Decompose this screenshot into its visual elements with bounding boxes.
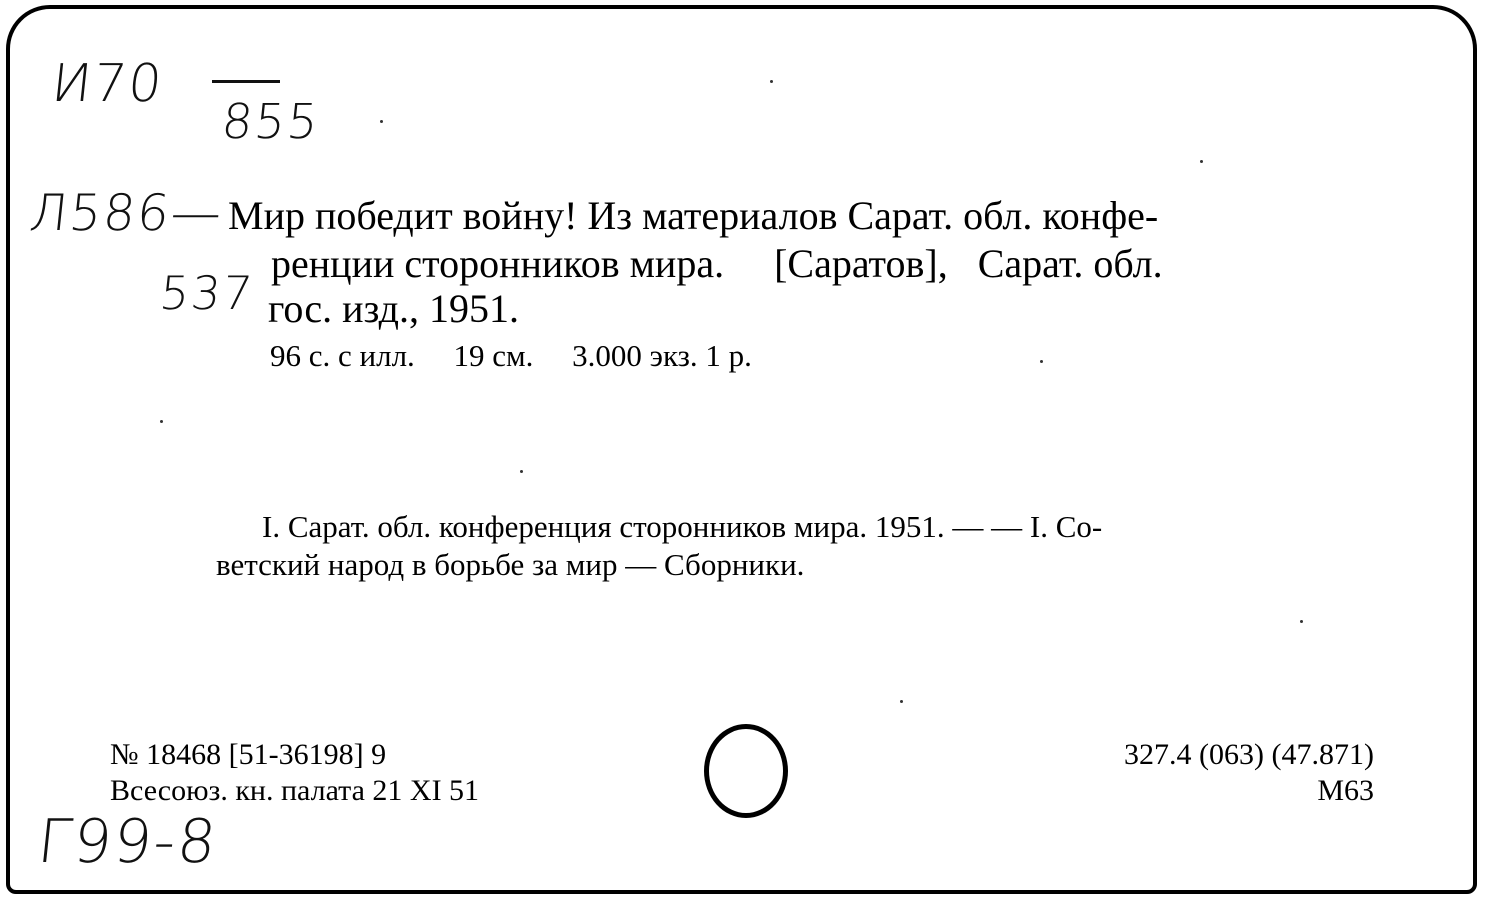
- scan-speck: [1300, 620, 1303, 623]
- scan-speck: [520, 470, 523, 473]
- handwritten-bottom-mark: Г99-8: [34, 807, 222, 877]
- scan-speck: [770, 80, 773, 83]
- scan-speck: [160, 420, 163, 423]
- handwritten-call-mark-bottom: 537: [157, 266, 257, 320]
- scan-speck: [900, 700, 903, 703]
- entry-title-line-3: гос. изд., 1951.: [268, 286, 519, 331]
- subject-line-1: I. Сарат. обл. конференция сторонников мира. 1951. — — I. Со-: [262, 509, 1103, 544]
- scan-speck: [1200, 160, 1203, 163]
- footer-author-mark: М63: [1317, 774, 1374, 807]
- handwritten-fraction-denominator: 855: [219, 94, 323, 150]
- entry-title-line-1: Мир победит войну! Из материалов Сарат. обл. конфе-: [228, 193, 1159, 238]
- handwritten-top-mark: И70: [48, 54, 167, 114]
- footer-record-number: № 18468 [51-36198] 9: [110, 738, 387, 771]
- footer-classification: 327.4 (063) (47.871): [1124, 738, 1374, 771]
- scan-speck: [1040, 360, 1043, 363]
- entry-collation: 96 с. с илл. 19 см. 3.000 экз. 1 р.: [270, 338, 752, 373]
- scan-speck: [380, 120, 383, 123]
- footer-chamber-date: Всесоюз. кн. палата 21 XI 51: [110, 774, 480, 807]
- entry-title-line-2: ренции сторонников мира. [Саратов], Сарат. обл.: [271, 241, 1163, 286]
- punch-hole-circle: [704, 724, 788, 818]
- subject-line-2: ветский народ в борьбе за мир — Сборники.: [216, 547, 805, 582]
- handwritten-call-mark-top: Л586—: [26, 184, 227, 242]
- fraction-bar: [212, 80, 280, 83]
